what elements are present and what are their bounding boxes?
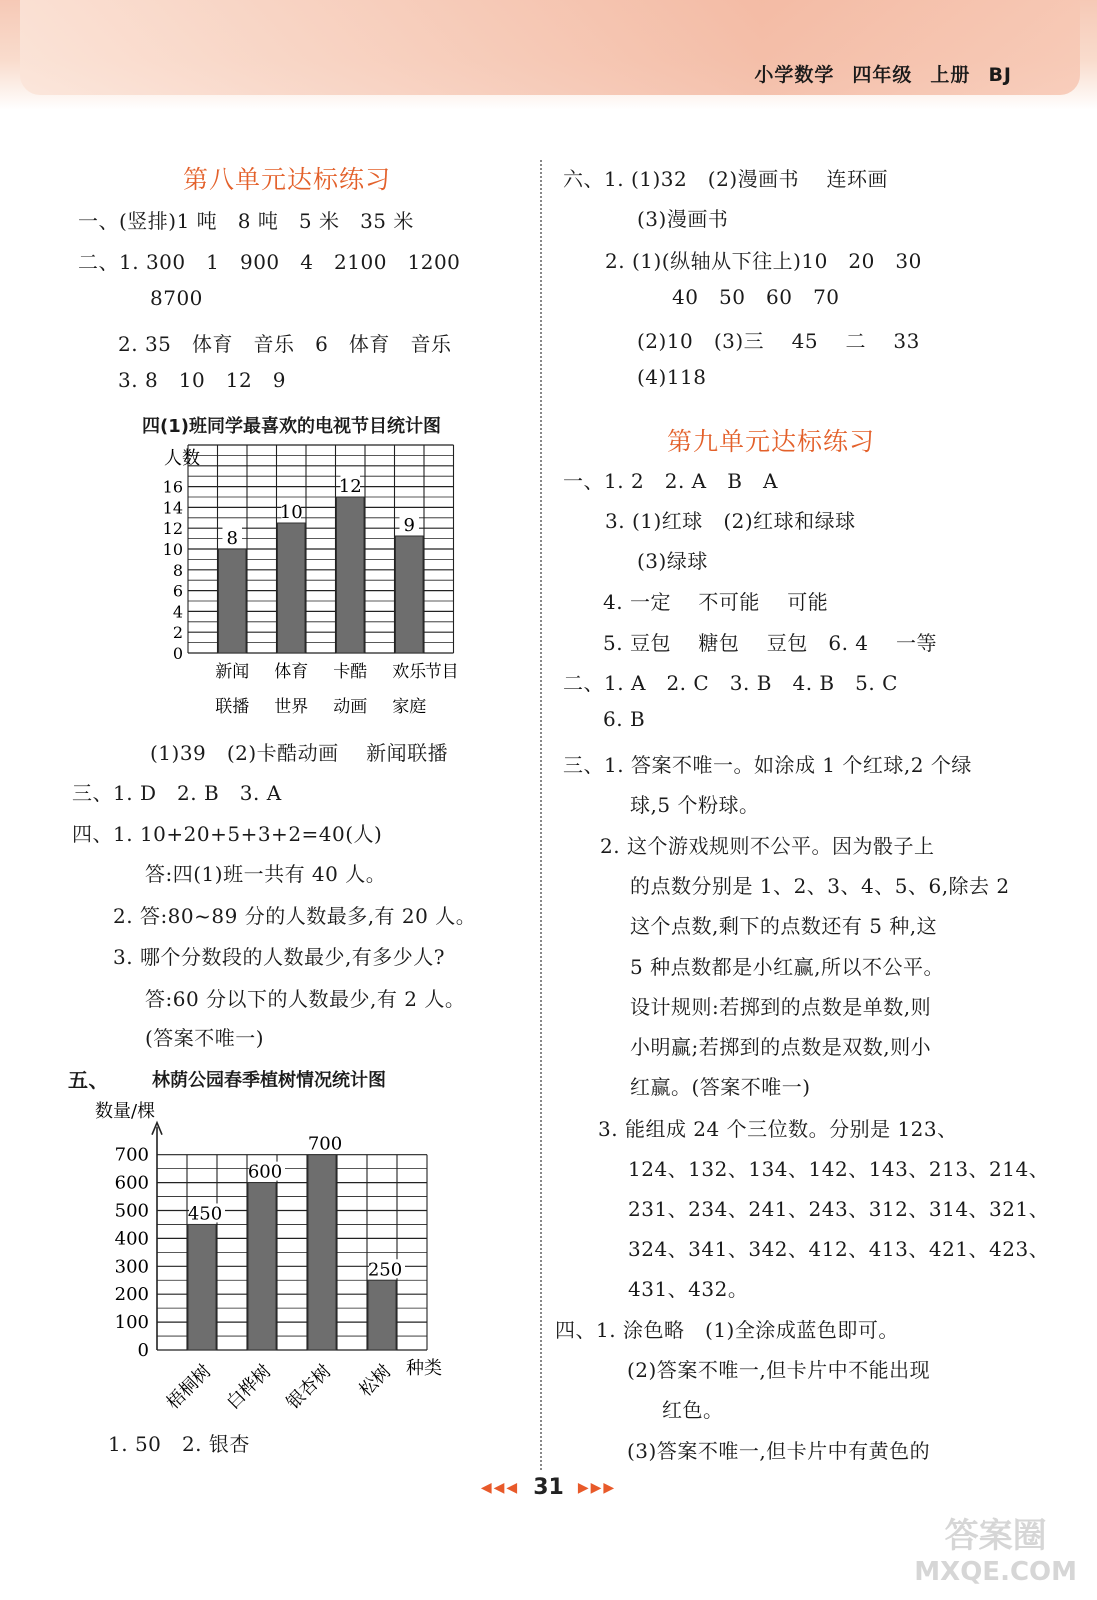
answer-line: 红赢。(答案不唯一)	[630, 1075, 811, 1099]
bar-value-label: 8	[226, 528, 238, 549]
x-axis-label: 节目	[424, 662, 459, 682]
header-volume: 上册	[930, 64, 971, 86]
y-tick-label: 400	[114, 1228, 149, 1250]
y-tick-label: 100	[114, 1312, 149, 1334]
answer-line: 二、1. A 2. C 3. B 4. B 5. C	[563, 671, 898, 695]
answer-line: 8700	[150, 286, 203, 310]
answer-line: 2. 这个游戏规则不公平。因为骰子上	[600, 834, 935, 858]
answer-line: 3. 能组成 24 个三位数。分别是 123、	[598, 1117, 958, 1141]
bar-value-label: 700	[307, 1133, 343, 1155]
answer-line: 431、432。	[628, 1277, 749, 1301]
answer-line: 的点数分别是 1、2、3、4、5、6,除去 2	[630, 874, 1010, 898]
y-axis-label: 人数	[164, 448, 200, 469]
answer-line: 红色。	[662, 1398, 724, 1422]
chart2-tree-planting	[95, 1095, 465, 1425]
y-tick-label: 14	[162, 498, 183, 518]
bar-value-label: 450	[187, 1203, 223, 1225]
answer-line: 2. 答:80~89 分的人数最多,有 20 人。	[113, 904, 477, 928]
x-tick-label: 家庭	[392, 697, 427, 717]
answer-line: (4)118	[637, 365, 707, 389]
x-tick-label: 动画	[333, 697, 368, 717]
bar	[368, 1280, 396, 1350]
answer-line: 六、1. (1)32 (2)漫画书 连环画	[563, 167, 889, 191]
answer-line: (答案不唯一)	[145, 1026, 265, 1050]
answer-line: 3. 哪个分数段的人数最少,有多少人?	[113, 945, 446, 969]
answer-line: 三、1. 答案不唯一。如涂成 1 个红球,2 个绿	[563, 753, 972, 777]
answer-line: (2)答案不唯一,但卡片中不能出现	[627, 1358, 931, 1382]
answer-line: 四、1. 10+20+5+3+2=40(人)	[72, 822, 383, 846]
bar	[248, 1183, 276, 1350]
answer-line: 这个点数,剩下的点数还有 5 种,这	[630, 914, 938, 938]
bar	[219, 549, 247, 653]
bar-value-label: 10	[279, 502, 303, 523]
x-tick-label: 白桦树	[222, 1360, 276, 1414]
answer-line: 40 50 60 70	[672, 285, 840, 309]
answer-line: (2)10 (3)三 45 二 33	[637, 329, 920, 353]
bar	[278, 523, 306, 653]
x-tick-label: 银杏树	[282, 1360, 336, 1414]
y-tick-label: 300	[114, 1256, 149, 1278]
section-five-label: 五、	[68, 1068, 109, 1092]
header-edition: BJ	[988, 64, 1012, 86]
x-tick-label: 新闻	[215, 662, 250, 682]
answer-line: 答:60 分以下的人数最少,有 2 人。	[145, 987, 466, 1011]
answer-line: (3)绿球	[637, 549, 708, 573]
answer-line: 124、132、134、142、143、213、214、	[628, 1157, 1050, 1181]
bar-value-label: 600	[247, 1161, 283, 1183]
answer-line: 小明赢;若掷到的点数是双数,则小	[630, 1035, 932, 1059]
answer-line: (1)39 (2)卡酷动画 新闻联播	[150, 741, 449, 765]
y-tick-label: 200	[114, 1284, 149, 1306]
bar	[308, 1155, 336, 1350]
bar	[188, 1224, 216, 1350]
y-tick-label: 10	[162, 540, 183, 559]
answer-line: 2. (1)(纵轴从下往上)10 20 30	[605, 249, 922, 273]
answer-line: 1. 50 2. 银杏	[108, 1432, 250, 1456]
bar-value-label: 250	[367, 1259, 403, 1281]
answer-line: 2. 35 体育 音乐 6 体育 音乐	[118, 332, 452, 356]
y-tick-label: 16	[162, 477, 183, 497]
answer-line: 4. 一定 不可能 可能	[603, 590, 829, 614]
x-axis-label: 种类	[406, 1358, 442, 1379]
chart1-title: 四(1)班同学最喜欢的电视节目统计图	[142, 416, 441, 437]
y-tick-label: 2	[172, 623, 183, 643]
answer-line: 3. 8 10 12 9	[118, 368, 287, 392]
answer-line: 6. B	[603, 707, 646, 731]
y-tick-label: 600	[114, 1172, 149, 1194]
unit9-title: 第九单元达标练习	[667, 427, 876, 456]
answer-line: 二、1. 300 1 900 4 2100 1200	[78, 250, 461, 274]
y-tick-label: 4	[172, 602, 183, 622]
x-tick-label: 欢乐	[392, 662, 427, 682]
bar-value-label: 9	[403, 515, 415, 536]
x-tick-label: 梧桐树	[162, 1360, 216, 1414]
y-tick-label: 6	[172, 581, 183, 601]
answer-line: (3)答案不唯一,但卡片中有黄色的	[627, 1439, 931, 1463]
x-tick-label: 松树	[355, 1360, 396, 1401]
answer-line: 答:四(1)班一共有 40 人。	[145, 862, 387, 886]
watermark-line2: MXQE.COM	[914, 1557, 1077, 1587]
x-tick-label: 联播	[215, 697, 250, 717]
answer-line: 一、(竖排)1 吨 8 吨 5 米 35 米	[78, 209, 414, 233]
header-grade: 四年级	[852, 64, 913, 86]
answer-line: 设计规则:若掷到的点数是单数,则	[630, 995, 932, 1019]
y-tick-label: 0	[137, 1340, 149, 1361]
y-tick-label: 500	[114, 1200, 149, 1222]
header-info	[736, 60, 1012, 87]
column-divider	[540, 160, 542, 1470]
answer-line: 三、1. D 2. B 3. A	[72, 781, 282, 805]
y-tick-label: 12	[162, 519, 183, 539]
page-number: 31	[533, 1475, 564, 1500]
y-tick-label: 700	[114, 1144, 149, 1166]
footer	[0, 1475, 1097, 1500]
x-tick-label: 卡酷	[333, 662, 368, 682]
y-axis-label: 数量/棵	[95, 1101, 156, 1122]
unit8-title: 第八单元达标练习	[183, 165, 392, 194]
answer-line: 5 种点数都是小红赢,所以不公平。	[630, 955, 944, 979]
x-tick-label: 体育	[274, 662, 309, 682]
y-tick-label: 0	[172, 644, 183, 663]
next-arrows-icon: ▶▶▶	[577, 1480, 617, 1496]
answer-line: 324、341、342、412、413、421、423、	[628, 1237, 1050, 1261]
watermark-line1: 答案圈	[944, 1516, 1047, 1556]
answer-line: 5. 豆包 糖包 豆包 6. 4 一等	[603, 631, 937, 655]
answer-line: 四、1. 涂色略 (1)全涂成蓝色即可。	[555, 1318, 899, 1342]
answer-line: 一、1. 2 2. A B A	[563, 469, 778, 493]
x-tick-label: 世界	[274, 697, 309, 717]
prev-arrows-icon: ◀◀◀	[480, 1480, 520, 1496]
answer-line: (3)漫画书	[637, 207, 729, 231]
answer-line: 231、234、241、243、312、314、321、	[628, 1197, 1050, 1221]
bar-value-label: 12	[338, 476, 362, 497]
chart2-title: 林荫公园春季植树情况统计图	[152, 1070, 386, 1091]
bar	[396, 536, 424, 653]
header-subject: 小学数学	[754, 64, 835, 86]
answer-line: 3. (1)红球 (2)红球和绿球	[605, 509, 856, 533]
y-tick-label: 8	[172, 560, 183, 580]
bar	[337, 497, 365, 653]
chart1-tv-programs	[150, 440, 490, 725]
answer-line: 球,5 个粉球。	[630, 793, 760, 817]
watermark	[914, 1518, 1077, 1590]
